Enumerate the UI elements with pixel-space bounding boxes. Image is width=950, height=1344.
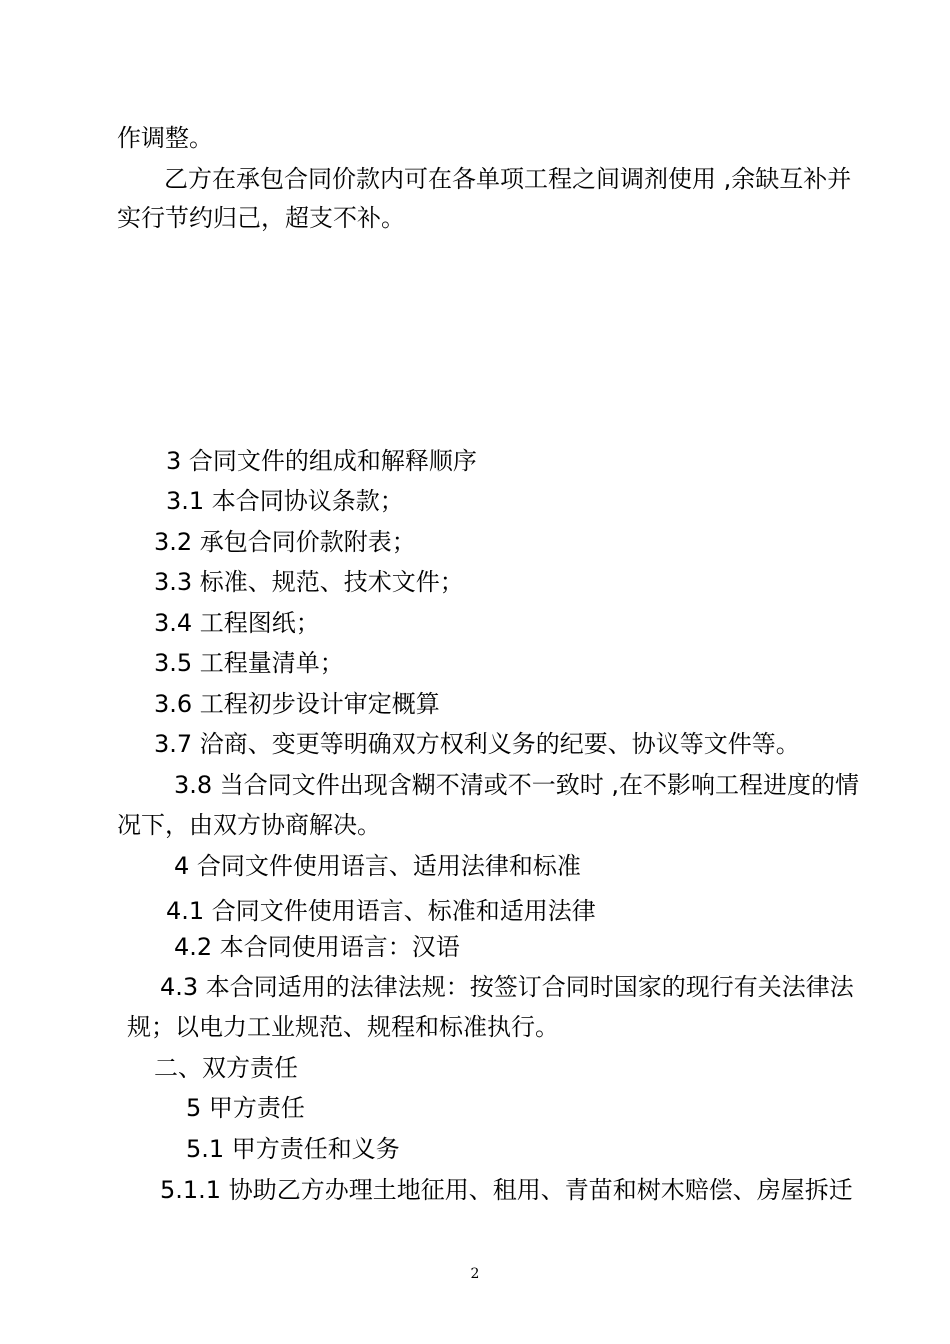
paragraph-line: 作调整。 — [117, 124, 213, 152]
paragraph-line: 况下，由双方协商解决。 — [117, 811, 381, 839]
paragraph-line: 乙方在承包合同价款内可在各单项工程之间调剂使用 ,余缺互补并 — [164, 165, 852, 193]
page-number: 2 — [470, 1266, 480, 1282]
list-item: 4.2 本合同使用语言：汉语 — [174, 933, 460, 961]
list-item: 3.7 洽商、变更等明确双方权利义务的纪要、协议等文件等。 — [154, 730, 800, 758]
chapter-heading: 二、双方责任 — [154, 1054, 298, 1082]
list-item: 3.3 标准、规范、技术文件； — [154, 568, 464, 596]
paragraph-line: 规；以电力工业规范、规程和标准执行。 — [127, 1013, 559, 1041]
list-item: 5.1.1 协助乙方办理土地征用、租用、青苗和树木赔偿、房屋拆迁 — [160, 1176, 853, 1204]
list-item: 3.8 当合同文件出现含糊不清或不一致时 ,在不影响工程进度的情 — [174, 771, 860, 799]
section-heading: 5 甲方责任 — [186, 1094, 305, 1122]
list-item: 3.2 承包合同价款附表； — [154, 528, 416, 556]
list-item: 4.3 本合同适用的法律法规：按签订合同时国家的现行有关法律法 — [160, 973, 854, 1001]
paragraph-line: 实行节约归己，超支不补。 — [117, 204, 405, 232]
list-item: 4.1 合同文件使用语言、标准和适用法律 — [166, 897, 596, 925]
section-heading: 3 合同文件的组成和解释顺序 — [166, 447, 477, 475]
list-item: 3.1 本合同协议条款； — [166, 487, 404, 515]
list-item: 5.1 甲方责任和义务 — [186, 1135, 400, 1163]
list-item: 3.5 工程量清单； — [154, 649, 344, 677]
list-item: 3.6 工程初步设计审定概算 — [154, 690, 440, 718]
list-item: 3.4 工程图纸； — [154, 609, 320, 637]
section-heading: 4 合同文件使用语言、适用法律和标准 — [174, 852, 581, 880]
